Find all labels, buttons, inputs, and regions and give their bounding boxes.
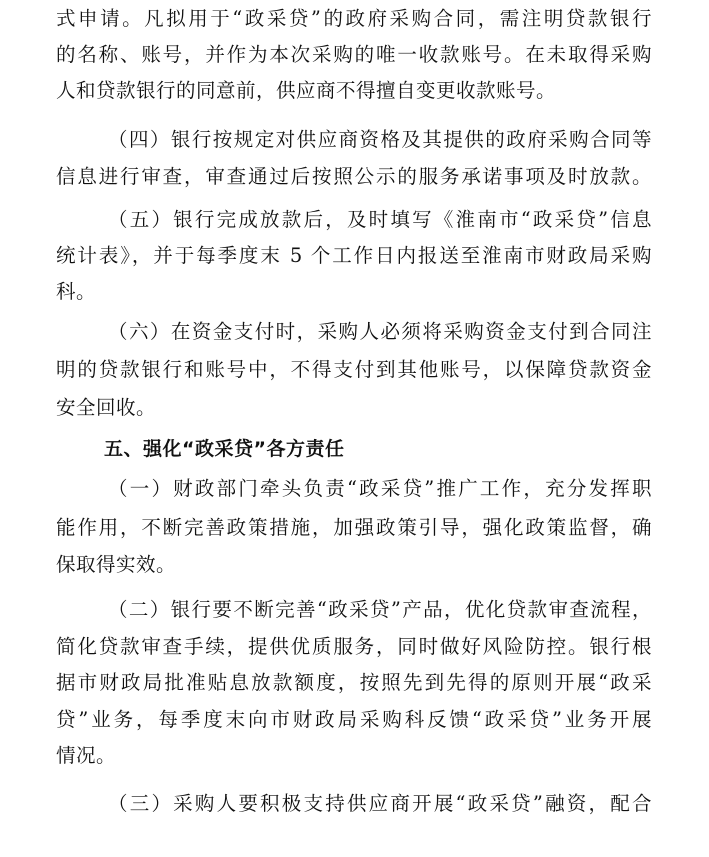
paragraph-line: （一）财政部门牵头负责“政采贷”推广工作，充分发挥职 (108, 477, 652, 500)
section-heading: 五、强化“政采贷”各方责任 (104, 438, 345, 460)
paragraph-line: 据市财政局批准贴息放款额度，按照先到先得的原则开展“政采 (56, 671, 652, 694)
paragraph-line: 人和贷款银行的同意前，供应商不得擅自变更收款账号。 (56, 79, 557, 102)
paragraph-line: （四）银行按规定对供应商资格及其提供的政府采购合同等 (108, 128, 652, 151)
paragraph-line: （三）采购人要积极支持供应商开展“政采贷”融资，配合 (108, 792, 652, 815)
paragraph-line: 的名称、账号，并作为本次采购的唯一收款账号。在未取得采购 (56, 43, 652, 66)
paragraph-line: 科。 (56, 280, 97, 303)
paragraph-line: 能作用，不断完善政策措施，加强政策引导，强化政策监督，确 (56, 516, 652, 539)
paragraph-line: 信息进行审查，审查通过后按照公示的服务承诺事项及时放款。 (56, 165, 652, 188)
paragraph-line: 明的贷款银行和账号中，不得支付到其他账号，以保障贷款资金 (56, 358, 652, 381)
paragraph-line: （六）在资金支付时，采购人必须将采购资金支付到合同注 (108, 320, 652, 343)
paragraph-line: （二）银行要不断完善“政采贷”产品，优化贷款审查流程， (108, 598, 652, 621)
paragraph-line: 安全回收。 (56, 396, 157, 419)
paragraph-line: 情况。 (56, 744, 117, 767)
paragraph-line: 简化贷款审查手续，提供优质服务，同时做好风险防控。银行根 (56, 635, 652, 658)
paragraph-line: （五）银行完成放款后，及时填写《淮南市“政采贷”信息 (108, 208, 652, 231)
paragraph-line: 保取得实效。 (56, 553, 177, 576)
paragraph-line: 统计表》，并于每季度末 5 个工作日内报送至淮南市财政局采购 (56, 244, 652, 267)
paragraph-line: 式申请。凡拟用于“政采贷”的政府采购合同，需注明贷款银行 (56, 7, 652, 30)
paragraph-line: 贷”业务，每季度末向市财政局采购科反馈“政采贷”业务开展 (56, 708, 652, 731)
